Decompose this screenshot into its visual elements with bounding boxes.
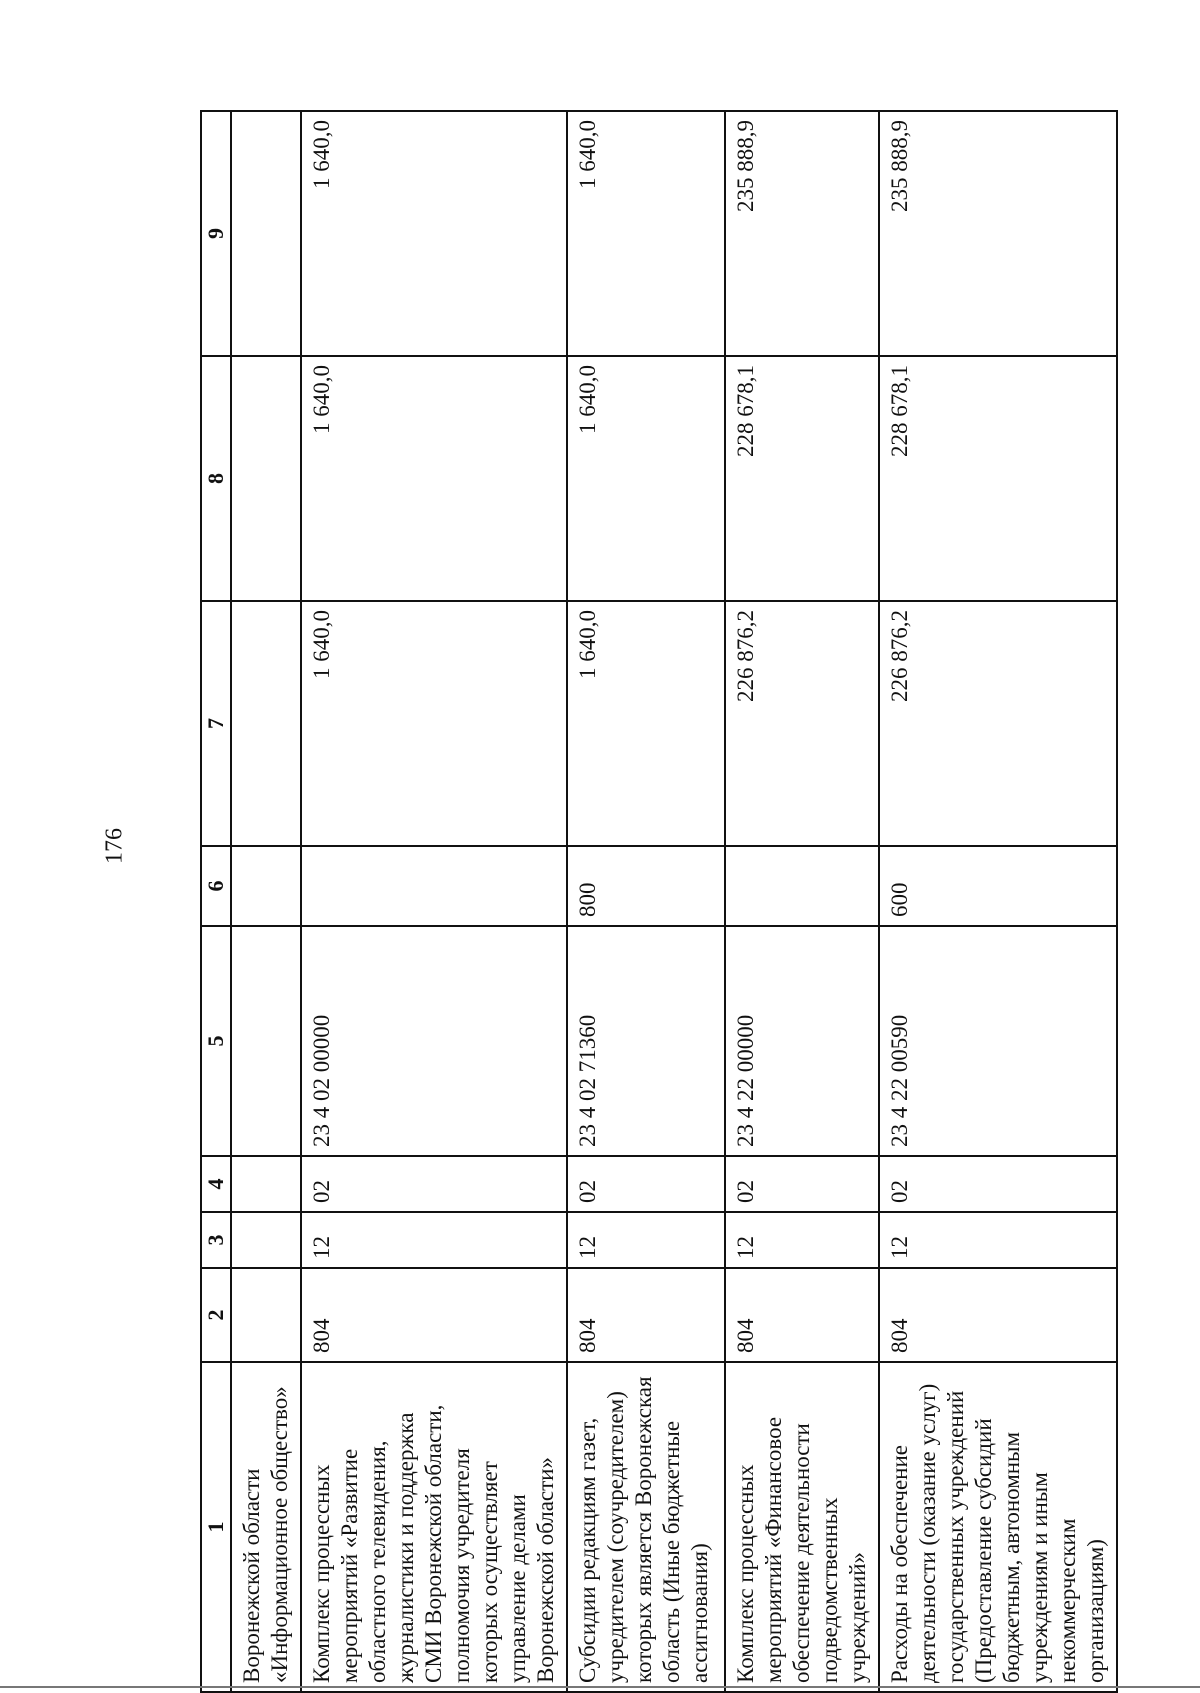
cell-amount-col9: 1 640,0	[567, 111, 725, 356]
cell-target-article	[231, 926, 301, 1156]
table-row	[301, 111, 567, 1692]
cell-subsection: 02	[301, 1156, 567, 1212]
cell-expense-type	[301, 846, 567, 926]
cell-subsection: 02	[567, 1156, 725, 1212]
rotated-table-frame	[200, 112, 1108, 1693]
cell-expense-type	[231, 846, 301, 926]
page-bottom-rule	[0, 1686, 1200, 1688]
header-cell: 9	[201, 111, 231, 356]
row-description: Комплекс процессных мероприятий «Развитие областного телевидения, журналистики и поддержка СМИ Воронежской области, полномочия учредителя которых осуществляет управление делами Воронежской области»	[301, 1362, 567, 1692]
cell-expense-type: 800	[567, 846, 725, 926]
cell-section: 12	[301, 1212, 567, 1268]
cell-amount-col9: 235 888,9	[879, 111, 1117, 356]
cell-section: 12	[725, 1212, 879, 1268]
header-cell: 7	[201, 601, 231, 846]
cell-expense-type	[725, 846, 879, 926]
cell-section: 12	[879, 1212, 1117, 1268]
cell-amount-col8	[231, 356, 301, 601]
cell-admin-code	[231, 1268, 301, 1362]
cell-amount-col8: 228 678,1	[879, 356, 1117, 601]
cell-target-article: 23 4 22 00000	[725, 926, 879, 1156]
header-cell: 4	[201, 1156, 231, 1212]
cell-section: 12	[567, 1212, 725, 1268]
cell-amount-col8: 1 640,0	[567, 356, 725, 601]
cell-admin-code: 804	[725, 1268, 879, 1362]
cell-expense-type: 600	[879, 846, 1117, 926]
budget-table-container	[200, 112, 1108, 1693]
header-cell: 8	[201, 356, 231, 601]
cell-amount-col9: 1 640,0	[301, 111, 567, 356]
row-description: Воронежской области «Информационное общество»	[231, 1362, 301, 1692]
row-description: Комплекс процессных мероприятий «Финансовое обеспечение деятельности подведомственных учреждений»	[725, 1362, 879, 1692]
cell-amount-col9: 235 888,9	[725, 111, 879, 356]
cell-amount-col7	[231, 601, 301, 846]
budget-table	[200, 110, 1118, 1693]
cell-admin-code: 804	[879, 1268, 1117, 1362]
cell-target-article: 23 4 02 00000	[301, 926, 567, 1156]
header-cell: 5	[201, 926, 231, 1156]
table-row	[725, 111, 879, 1692]
cell-admin-code: 804	[301, 1268, 567, 1362]
cell-amount-col8: 228 678,1	[725, 356, 879, 601]
header-row	[201, 111, 231, 1692]
table-row	[231, 111, 301, 1692]
cell-subsection: 02	[879, 1156, 1117, 1212]
cell-subsection: 02	[725, 1156, 879, 1212]
cell-amount-col7: 1 640,0	[301, 601, 567, 846]
cell-section	[231, 1212, 301, 1268]
cell-amount-col8: 1 640,0	[301, 356, 567, 601]
table-row	[567, 111, 725, 1692]
row-description: Расходы на обеспечение деятельности (оказание услуг) государственных учреждений (Предоставление субсидий бюджетным, автономным учреждениям и иным некоммерческим организациям)	[879, 1362, 1117, 1692]
cell-amount-col7: 226 876,2	[879, 601, 1117, 846]
header-cell: 2	[201, 1268, 231, 1362]
table-row	[879, 111, 1117, 1692]
cell-amount-col7: 1 640,0	[567, 601, 725, 846]
cell-subsection	[231, 1156, 301, 1212]
cell-amount-col9	[231, 111, 301, 356]
header-cell: 1	[201, 1362, 231, 1692]
page-number: 176	[101, 828, 128, 864]
header-cell: 6	[201, 846, 231, 926]
cell-admin-code: 804	[567, 1268, 725, 1362]
cell-target-article: 23 4 02 71360	[567, 926, 725, 1156]
cell-target-article: 23 4 22 00590	[879, 926, 1117, 1156]
cell-amount-col7: 226 876,2	[725, 601, 879, 846]
header-cell: 3	[201, 1212, 231, 1268]
row-description: Субсидии редакциям газет, учредителем (соучредителем) которых является Воронежская область (Иные бюджетные ассигнования)	[567, 1362, 725, 1692]
